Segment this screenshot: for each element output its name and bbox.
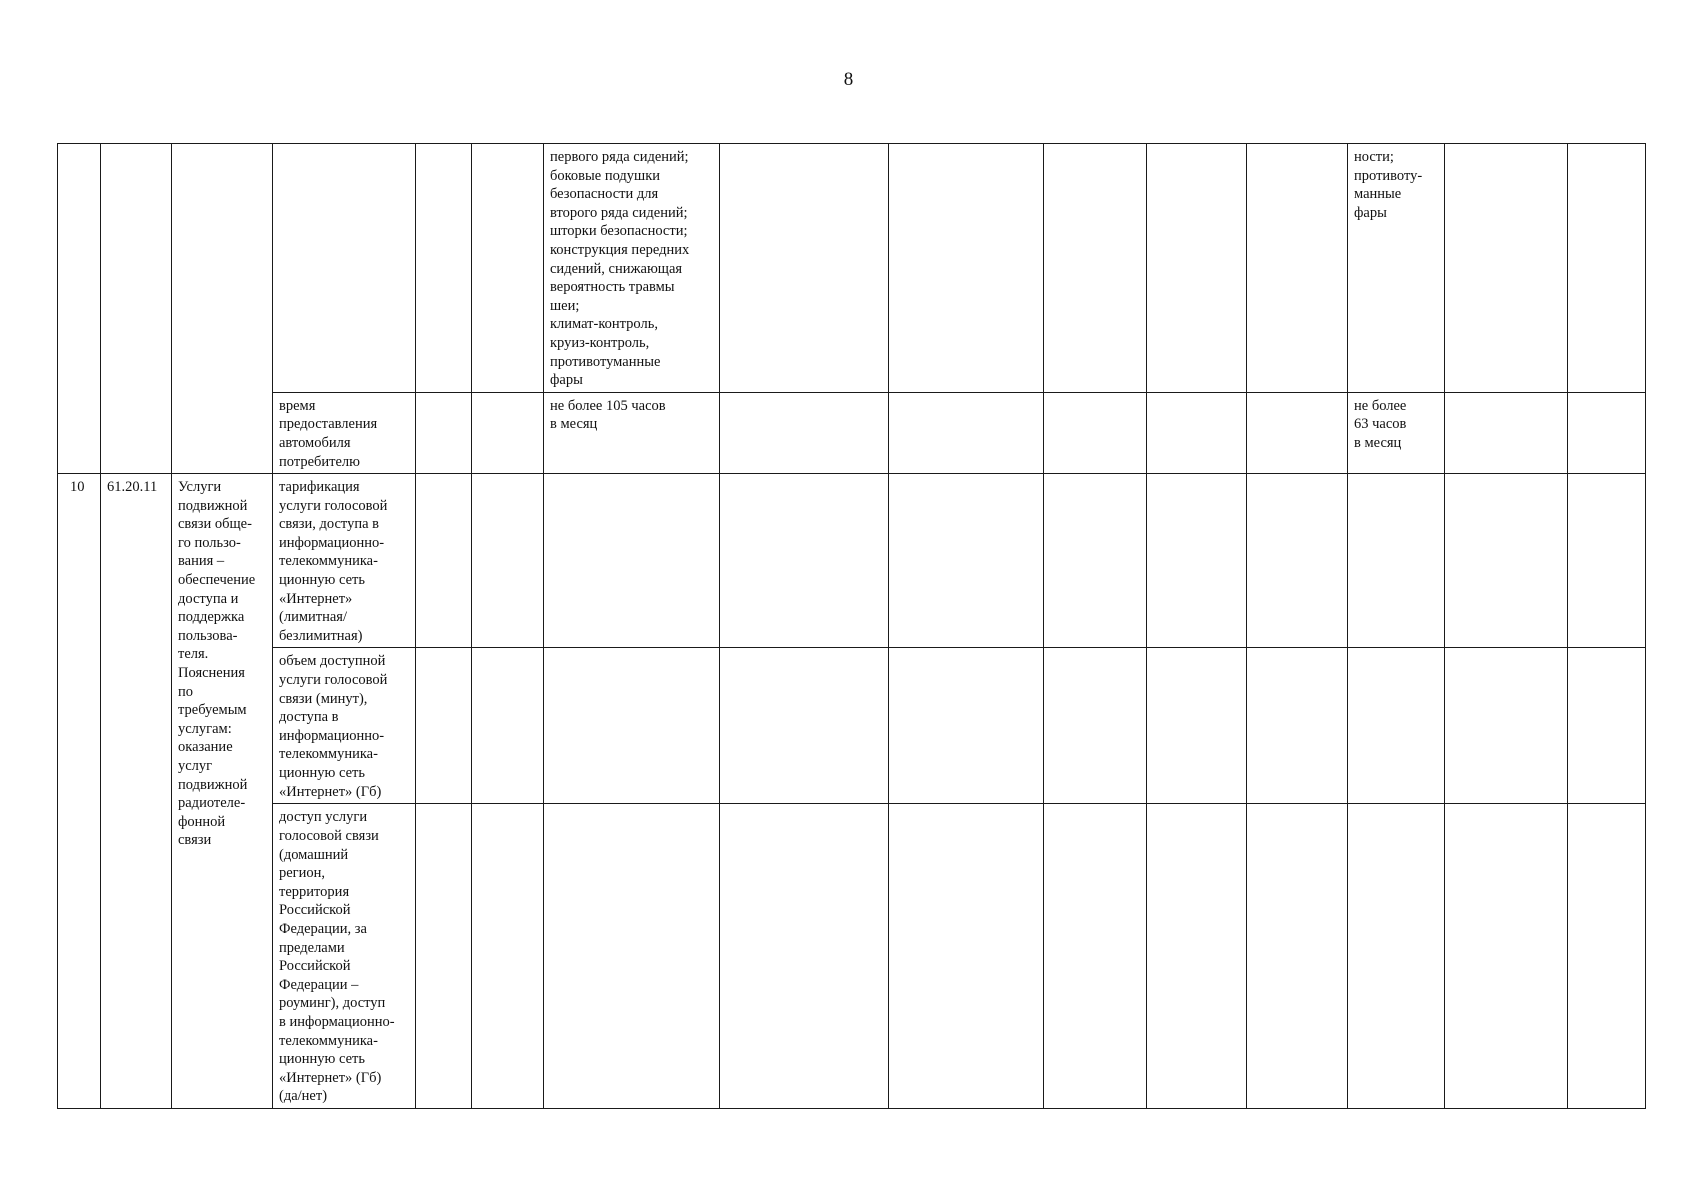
table-cell bbox=[889, 804, 1044, 1109]
table-cell bbox=[416, 392, 472, 473]
okpd-code-cell: 61.20.11 bbox=[101, 474, 172, 1109]
characteristic-cell: время предоставления автомобиля потребителю bbox=[273, 392, 416, 473]
table-cell bbox=[1044, 474, 1147, 648]
table-cell bbox=[101, 144, 172, 474]
value-cell-alt: не более 63 часов в месяц bbox=[1348, 392, 1445, 473]
table-cell bbox=[1247, 648, 1348, 804]
table-cell bbox=[58, 144, 101, 474]
table-cell bbox=[1147, 144, 1247, 393]
table-cell bbox=[416, 648, 472, 804]
value-cell: не более 105 часов в месяц bbox=[544, 392, 720, 473]
table-cell bbox=[472, 392, 544, 473]
table-cell bbox=[889, 474, 1044, 648]
table-cell bbox=[472, 144, 544, 393]
table-cell bbox=[720, 804, 889, 1109]
table-cell bbox=[720, 144, 889, 393]
table-cell bbox=[416, 474, 472, 648]
table-cell bbox=[1044, 392, 1147, 473]
characteristic-cell: доступ услуги голосовой связи (домашний регион, территория Российской Федерации, за пределами Российской Федерации – роуминг), доступ в информационно- телекоммуника- ционную сеть «Интернет» (Гб) (да/нет) bbox=[273, 804, 416, 1109]
table-cell bbox=[1445, 648, 1568, 804]
table-cell bbox=[1147, 474, 1247, 648]
service-name-cell: Услуги подвижной связи обще- го пользо- вания – обеспечение доступа и поддержка пользова- теля. Пояснения по требуемым услугам: оказание услуг подвижной радиотеле- фонной связи bbox=[172, 474, 273, 1109]
table-cell bbox=[416, 144, 472, 393]
table-cell bbox=[1568, 648, 1646, 804]
row-number-cell: 10 bbox=[58, 474, 101, 1109]
table-cell bbox=[720, 392, 889, 473]
table-cell bbox=[1247, 144, 1348, 393]
table-cell bbox=[1044, 804, 1147, 1109]
table-cell bbox=[889, 648, 1044, 804]
table-cell bbox=[1568, 474, 1646, 648]
table-cell bbox=[1445, 392, 1568, 473]
table-cell bbox=[1147, 804, 1247, 1109]
table-cell bbox=[1568, 392, 1646, 473]
table-cell bbox=[1044, 648, 1147, 804]
characteristic-cell: объем доступной услуги голосовой связи (минут), доступа в информационно- телекоммуника- ционную сеть «Интернет» (Гб) bbox=[273, 648, 416, 804]
table-row bbox=[58, 648, 1646, 804]
equipment-list-cell-alt: ности; противоту- манные фары bbox=[1348, 144, 1445, 393]
table-cell bbox=[1568, 804, 1646, 1109]
table-cell bbox=[273, 144, 416, 393]
table-row bbox=[58, 804, 1646, 1109]
page-number: 8 bbox=[843, 69, 854, 90]
table-cell bbox=[472, 648, 544, 804]
table-cell bbox=[1568, 144, 1646, 393]
table-cell bbox=[472, 804, 544, 1109]
table-cell bbox=[544, 804, 720, 1109]
table-cell bbox=[1147, 648, 1247, 804]
table-cell bbox=[172, 144, 273, 474]
table-cell bbox=[472, 474, 544, 648]
table-cell bbox=[1445, 804, 1568, 1109]
table-cell bbox=[544, 648, 720, 804]
table-cell bbox=[544, 474, 720, 648]
table-cell bbox=[1348, 474, 1445, 648]
table-cell bbox=[1247, 804, 1348, 1109]
table-cell bbox=[1247, 474, 1348, 648]
table-cell bbox=[416, 804, 472, 1109]
table-cell bbox=[889, 392, 1044, 473]
table-cell bbox=[1348, 648, 1445, 804]
table-cell bbox=[720, 474, 889, 648]
table-cell bbox=[889, 144, 1044, 393]
table-row bbox=[58, 144, 1646, 393]
table-cell bbox=[1445, 144, 1568, 393]
table-cell bbox=[1445, 474, 1568, 648]
characteristic-cell: тарификация услуги голосовой связи, доступа в информационно- телекоммуника- ционную сеть «Интернет» (лимитная/ безлимитная) bbox=[273, 474, 416, 648]
table-row bbox=[58, 474, 1646, 648]
table-row bbox=[58, 392, 1646, 473]
table-cell bbox=[720, 648, 889, 804]
table-cell bbox=[1044, 144, 1147, 393]
requirements-table bbox=[57, 143, 1646, 1109]
table-cell bbox=[1348, 804, 1445, 1109]
equipment-list-cell: первого ряда сидений; боковые подушки безопасности для второго ряда сидений; шторки безопасности; конструкция передних сидений, снижающая вероятность травмы шеи; климат-контроль, круиз-контроль, противотуманные фары bbox=[544, 144, 720, 393]
table-cell bbox=[1147, 392, 1247, 473]
table-cell bbox=[1247, 392, 1348, 473]
